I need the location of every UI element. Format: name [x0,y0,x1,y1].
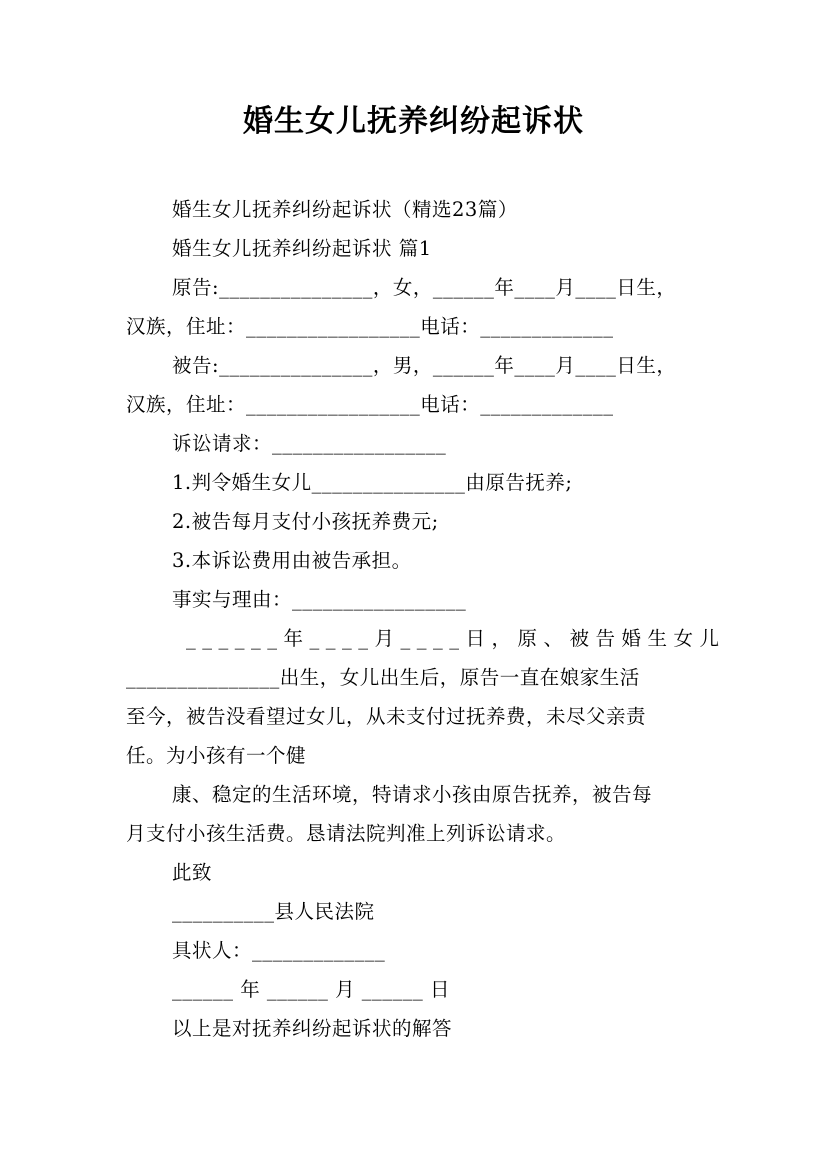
date-line: ______ 年 ______ 月 ______ 日 [172,978,450,1001]
facts-paragraph-line-1 [186,625,726,653]
section-heading: 婚生女儿抚养纠纷起诉状 篇1 [172,237,432,260]
facts-line-1-text: ______年____月____日，原、被告婚生女儿 [186,627,726,650]
closing-line: 以上是对抚养纠纷起诉状的解答 [172,1017,453,1040]
facts-paragraph-line-2: _______________出生，女儿出生后，原告一直在娘家生活 [126,666,640,689]
facts-paragraph-line-6: 月支付小孩生活费。恳请法院判准上列诉讼请求。 [126,822,567,845]
signer-line: 具状人：_____________ [172,939,386,962]
salutation: 此致 [172,861,213,884]
defendant-line: 被告:_______________，男，______年____月____日生， [172,354,677,377]
claim-item-3: 3.本诉讼费用由被告承担。 [172,549,412,572]
plaintiff-line: 原告:_______________，女，______年____月____日生， [172,276,677,299]
facts-paragraph-line-3: 至今，被告没看望过女儿，从未支付过抚养费，未尽父亲责 [126,705,647,728]
claim-item-2: 2.被告每月支付小孩抚养费元; [172,510,439,533]
plaintiff-address-line: 汉族，住址：_________________电话：_____________ [126,315,614,338]
court-line: __________县人民法院 [172,900,375,923]
claims-heading: 诉讼请求：_________________ [172,432,447,455]
facts-paragraph-line-4: 任。为小孩有一个健 [126,744,307,767]
facts-heading: 事实与理由：_________________ [172,588,467,611]
defendant-address-line: 汉族，住址：_________________电话：_____________ [126,393,614,416]
facts-paragraph-line-5: 康、稳定的生活环境，特请求小孩由原告抚养，被告每 [172,783,653,806]
subtitle-line: 婚生女儿抚养纠纷起诉状（精选23篇） [172,198,518,221]
document-title: 婚生女儿抚养纠纷起诉状 [243,104,584,139]
claim-item-1: 1.判令婚生女儿_______________由原告抚养; [172,471,573,494]
